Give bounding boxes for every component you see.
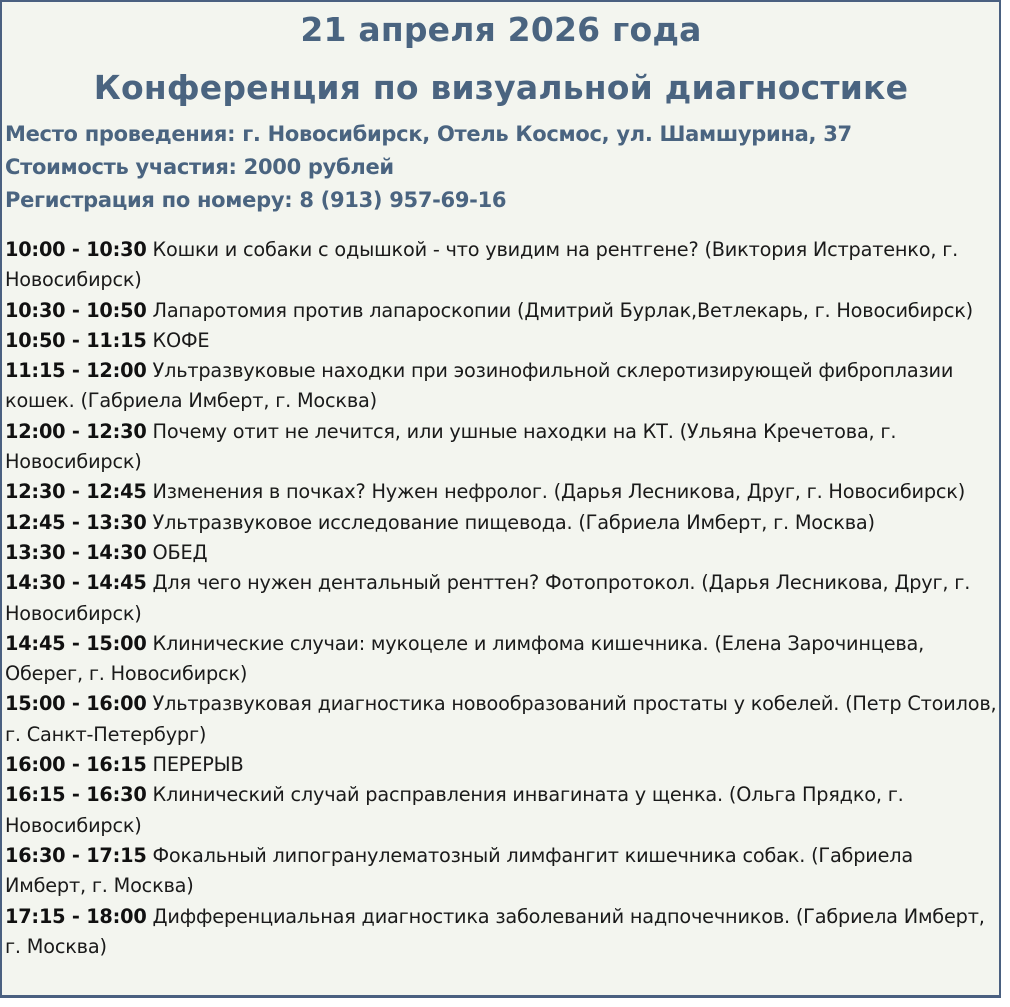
venue-info: Место проведения: г. Новосибирск, Отель Космос, ул. Шамшурина, 37 — [5, 122, 852, 146]
slot-time: 11:15 - 12:00 — [5, 359, 147, 383]
slot-time: 12:30 - 12:45 — [5, 480, 147, 504]
slot-text: ПЕРЕРЫВ — [152, 753, 244, 777]
schedule-item — [5, 841, 997, 902]
slot-text: Кошки и собаки с одышкой - что увидим на рентгене? (Виктория Истратенко, г. Новосибирск) — [5, 238, 959, 292]
slot-time: 14:45 - 15:00 — [5, 631, 147, 655]
schedule-list — [5, 235, 997, 962]
schedule-item — [5, 235, 997, 296]
schedule-item — [5, 326, 997, 356]
price-info: Стоимость участия: 2000 рублей — [5, 155, 394, 179]
schedule-item — [5, 902, 997, 963]
slot-time: 10:30 - 10:50 — [5, 298, 147, 322]
slot-text: Ультразвуковые находки при эозинофильной склеротизирующей фиброплазии кошек. (Габриела Имберт, г. Москва) — [5, 359, 954, 413]
slot-text: Фокальный липогранулематозный лимфангит кишечника собак. (Габриела Имберт, г. Москва) — [5, 843, 914, 898]
schedule-item — [5, 750, 997, 780]
slot-time: 16:30 - 17:15 — [5, 843, 147, 867]
schedule-item — [5, 417, 997, 478]
slot-text: Для чего нужен дентальный ренттен? Фотопротокол. (Дарья Лесникова, Друг, г. Новосибирск) — [5, 571, 971, 625]
schedule-item — [5, 780, 997, 841]
slot-text: Ультразвуковая диагностика новообразований простаты у кобелей. (Петр Стоилов, г. Санкт-Петербург) — [5, 692, 997, 746]
slot-time: 15:00 - 16:00 — [5, 692, 147, 716]
schedule-item — [5, 689, 997, 750]
schedule-item — [5, 538, 997, 568]
slot-time: 16:00 - 16:15 — [5, 753, 147, 777]
slot-time: 10:50 - 11:15 — [5, 328, 147, 352]
event-date: 21 апреля 2026 года — [300, 10, 702, 49]
schedule-item — [5, 477, 997, 507]
schedule-item — [5, 296, 997, 326]
slot-time: 12:00 - 12:30 — [5, 419, 147, 443]
slot-text: Почему отит не лечится, или ушные находки на КТ. (Ульяна Кречетова, г. Новосибирск) — [5, 419, 897, 474]
slot-time: 16:15 - 16:30 — [5, 783, 147, 807]
schedule-item — [5, 629, 997, 690]
slot-time: 12:45 - 13:30 — [5, 510, 147, 534]
slot-text: Изменения в почках? Нужен нефролог. (Дарья Лесникова, Друг, г. Новосибирск) — [152, 480, 966, 504]
slot-text: Ультразвуковое исследование пищевода. (Габриела Имберт, г. Москва) — [152, 510, 875, 534]
slot-text: Дифференциальная диагностика заболеваний надпочечников. (Габриела Имберт, г. Москва) — [5, 904, 985, 958]
slot-text: Клинический случай расправления инвагината у щенка. (Ольга Прядко, г. Новосибирск) — [5, 783, 904, 837]
schedule-item — [5, 508, 997, 538]
slot-time: 13:30 - 14:30 — [5, 540, 147, 564]
slot-time: 17:15 - 18:00 — [5, 904, 147, 928]
registration-info: Регистрация по номеру: 8 (913) 957-69-16 — [5, 188, 507, 212]
slot-text: КОФЕ — [152, 328, 210, 352]
slot-text: Лапаротомия против лапароскопии (Дмитрий Бурлак,Ветлекарь, г. Новосибирск) — [152, 298, 974, 322]
schedule-item — [5, 568, 997, 629]
slot-time: 10:00 - 10:30 — [5, 238, 147, 261]
event-title: Конференция по визуальной диагностике — [93, 68, 909, 107]
schedule-item — [5, 356, 997, 417]
slot-time: 14:30 - 14:45 — [5, 571, 147, 595]
slot-text: ОБЕД — [152, 540, 208, 564]
slot-text: Клинические случаи: мукоцеле и лимфома кишечника. (Елена Зарочинцева, Оберег, г. Новосибирск) — [5, 631, 925, 686]
